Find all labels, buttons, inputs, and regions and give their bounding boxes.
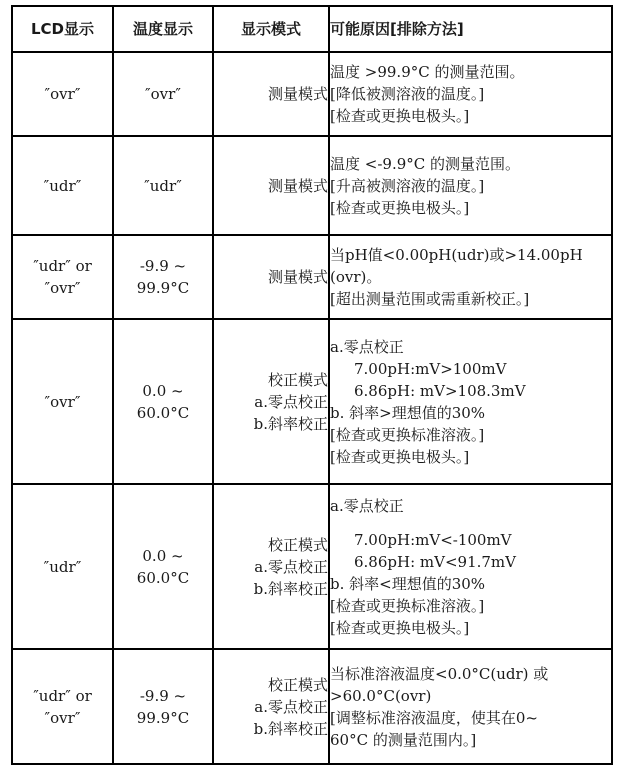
temperature-display-cell [113,649,213,764]
lcd-value: ″ovr″ [44,279,81,297]
cause-line: (ovr)。 [330,268,382,286]
table-row [12,235,612,319]
cause-line: [检查或更换电极头。] [330,107,470,125]
possible-cause-cell [329,649,612,764]
mode-value: 测量模式 [267,268,328,286]
cause-line: 温度 <-9.9°C 的测量范围。 [330,154,521,173]
header-lcd-display: LCD显示 [12,6,113,52]
lcd-value: ″udr″ [43,176,82,195]
mode-value: b.斜率校正 [253,414,328,433]
cause-line: [检查或更换标准溶液。] [330,425,485,444]
cause-line: 6.86pH: mV<91.7mV [354,552,516,571]
lcd-display-cell [12,235,113,319]
mode-value: 校正模式 [267,370,328,389]
temperature-value: -9.9 ~ [139,257,187,275]
temperature-value: 0.0 ~ [142,546,184,565]
possible-cause-cell [329,319,612,484]
possible-cause-cell [329,52,612,136]
cause-line: 60°C 的测量范围内。] [330,730,477,749]
cause-line: [检查或更换电极头。] [330,618,470,637]
mode-value: 测量模式 [267,85,328,103]
display-mode-cell [213,52,329,136]
temperature-display-cell [113,319,213,484]
cause-line: 6.86pH: mV>108.3mV [354,381,526,400]
cause-line: [超出测量范围或需重新校正。] [330,290,530,308]
cause-line: [检查或更换标准溶液。] [330,596,485,615]
cause-line: >60.0°C(ovr) [330,686,432,705]
lcd-value: ″ovr″ [44,392,81,411]
cause-line: a.零点校正 [330,496,404,515]
display-mode-cell [213,319,329,484]
temperature-display-cell [113,484,213,649]
cause-line: [检查或更换电极头。] [330,447,470,466]
header-display-mode: 显示模式 [213,6,329,52]
mode-value: a.零点校正 [254,557,328,576]
temperature-display-cell [113,235,213,319]
temperature-display-cell [113,52,213,136]
lcd-value: ″udr″ or [33,686,92,705]
table-row [12,319,612,484]
mode-value: 校正模式 [267,535,328,554]
temperature-value: 99.9°C [136,708,190,727]
table-row [12,649,612,764]
cause-line: [调整标准溶液温度，使其在0~ [330,708,538,727]
cause-line: [降低被测溶液的温度。] [330,85,485,103]
possible-cause-cell [329,235,612,319]
cause-line: 7.00pH:mV>100mV [354,359,507,378]
display-mode-cell [213,484,329,649]
possible-cause-cell [329,484,612,649]
troubleshooting-table [11,5,613,765]
mode-value: 校正模式 [267,675,328,694]
lcd-value: ″udr″ [43,557,82,576]
lcd-value: ″udr″ or [33,257,92,275]
cause-line: b. 斜率<理想值的30% [330,574,486,593]
cause-line: [检查或更换电极头。] [330,198,470,217]
table-row [12,136,612,235]
temperature-value: 60.0°C [136,403,190,422]
display-mode-cell [213,136,329,235]
cause-line: 当标准溶液温度<0.0°C(udr) 或 [330,664,549,683]
lcd-display-cell [12,319,113,484]
table-row [12,484,612,649]
header-row [12,6,612,52]
lcd-value: ″ovr″ [44,85,81,103]
temperature-value: ″udr″ [144,176,182,195]
mode-value: 测量模式 [267,176,328,195]
cause-line: 温度 >99.9°C 的测量范围。 [330,63,525,81]
cause-line: 7.00pH:mV<-100mV [354,530,512,549]
temperature-value: 60.0°C [136,568,190,587]
display-mode-cell [213,649,329,764]
lcd-display-cell [12,136,113,235]
mode-value: a.零点校正 [254,697,328,716]
table-row [12,52,612,136]
cause-line: b. 斜率>理想值的30% [330,403,486,422]
cause-line: [升高被测溶液的温度。] [330,176,485,195]
cause-line: 当pH值<0.00pH(udr)或>14.00pH [330,246,583,264]
mode-value: b.斜率校正 [253,579,328,598]
display-mode-cell [213,235,329,319]
temperature-value: 99.9°C [136,279,190,297]
temperature-value: -9.9 ~ [139,686,187,705]
lcd-display-cell [12,649,113,764]
lcd-display-cell [12,52,113,136]
temperature-value: 0.0 ~ [142,381,184,400]
cause-line: a.零点校正 [330,337,404,356]
mode-value: a.零点校正 [254,392,328,411]
temperature-display-cell [113,136,213,235]
temperature-value: ″ovr″ [145,85,181,103]
lcd-value: ″ovr″ [44,708,81,727]
header-temperature-display: 温度显示 [113,6,213,52]
possible-cause-cell [329,136,612,235]
mode-value: b.斜率校正 [253,719,328,738]
lcd-display-cell [12,484,113,649]
header-possible-cause: 可能原因[排除方法] [329,6,612,52]
